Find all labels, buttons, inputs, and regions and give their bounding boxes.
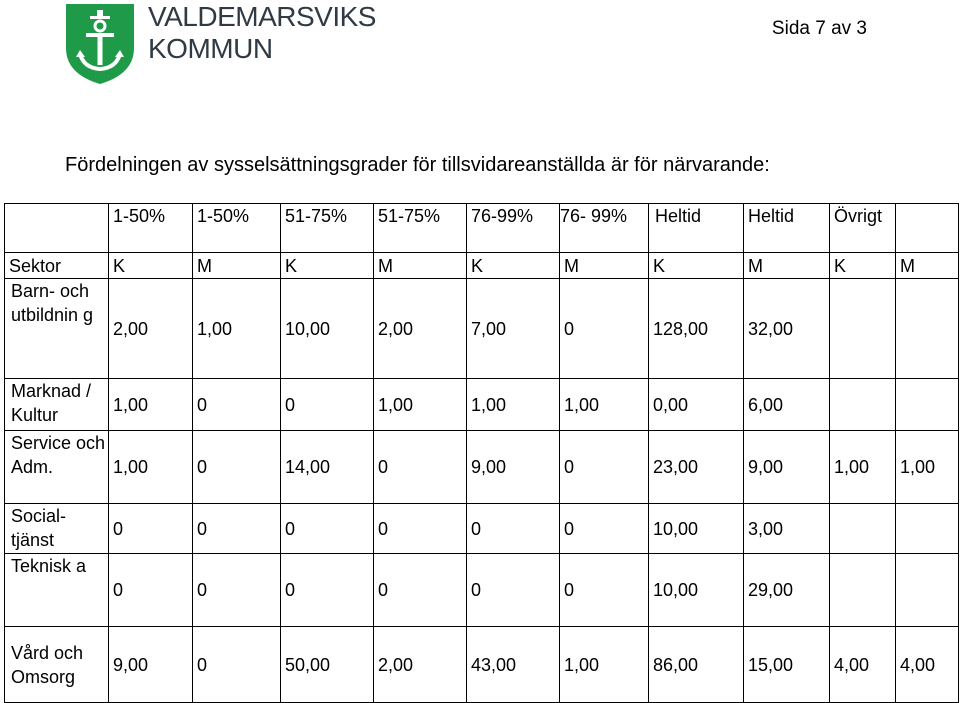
value-cell: 2,00: [374, 279, 467, 379]
value-cell: 86,00: [649, 627, 744, 703]
gender-header-cell: K: [467, 253, 560, 279]
value-cell: 0: [467, 504, 560, 554]
value-cell: 0: [560, 431, 649, 504]
value-cell: [830, 504, 896, 554]
value-cell: 0: [560, 554, 649, 627]
value-cell: 0: [109, 504, 193, 554]
table-row: [5, 627, 959, 703]
value-cell: 29,00: [744, 554, 830, 627]
value-cell: 3,00: [744, 504, 830, 554]
gender-header-cell: K: [109, 253, 193, 279]
value-cell: 32,00: [744, 279, 830, 379]
gender-header-cell: M: [374, 253, 467, 279]
value-cell: 50,00: [281, 627, 374, 703]
value-cell: 10,00: [281, 279, 374, 379]
range-header-cell: 51-75%: [374, 204, 467, 253]
value-cell: [896, 554, 959, 627]
gender-header-cell: M: [193, 253, 281, 279]
value-cell: 0: [193, 554, 281, 627]
sector-cell: Teknisk a: [5, 554, 109, 627]
table-row: [5, 504, 959, 554]
value-cell: 14,00: [281, 431, 374, 504]
value-cell: 9,00: [109, 627, 193, 703]
org-name-line2: KOMMUN: [148, 33, 273, 64]
municipality-logo: [64, 2, 384, 86]
gender-header-cell: K: [649, 253, 744, 279]
value-cell: 0: [193, 431, 281, 504]
value-cell: 0,00: [649, 379, 744, 431]
value-cell: [896, 379, 959, 431]
value-cell: 0: [193, 379, 281, 431]
value-cell: 1,00: [193, 279, 281, 379]
value-cell: 0: [281, 554, 374, 627]
value-cell: [830, 379, 896, 431]
value-cell: [830, 279, 896, 379]
table-row: [5, 379, 959, 431]
value-cell: 0: [467, 554, 560, 627]
value-cell: [830, 554, 896, 627]
org-name-line1: VALDEMARSVIKS: [148, 1, 376, 32]
range-header-cell: [5, 204, 109, 253]
range-header-cell: [896, 204, 959, 253]
range-header-cell: Heltid: [744, 204, 830, 253]
sector-cell: Marknad / Kultur: [5, 379, 109, 431]
value-cell: 1,00: [560, 379, 649, 431]
value-cell: 1,00: [109, 379, 193, 431]
value-cell: 10,00: [649, 504, 744, 554]
gender-header-cell: K: [281, 253, 374, 279]
range-header-cell: 51-75%: [281, 204, 374, 253]
value-cell: [896, 279, 959, 379]
sector-cell: Service och Adm.: [5, 431, 109, 504]
value-cell: 1,00: [374, 379, 467, 431]
gender-header-cell: M: [560, 253, 649, 279]
value-cell: 10,00: [649, 554, 744, 627]
value-cell: 0: [281, 379, 374, 431]
range-header-cell: Övrigt: [830, 204, 896, 253]
sector-cell: Vård och Omsorg: [5, 627, 109, 703]
value-cell: 128,00: [649, 279, 744, 379]
value-cell: 2,00: [109, 279, 193, 379]
range-header-cell: 1-50%: [193, 204, 281, 253]
value-cell: 15,00: [744, 627, 830, 703]
value-cell: 0: [193, 627, 281, 703]
value-cell: 43,00: [467, 627, 560, 703]
value-cell: 1,00: [109, 431, 193, 504]
gender-header-row: [5, 253, 959, 279]
value-cell: 9,00: [744, 431, 830, 504]
value-cell: 0: [281, 504, 374, 554]
page-indicator: Sida 7 av 3: [771, 18, 867, 39]
sector-cell: Social- tjänst: [5, 504, 109, 554]
value-cell: 7,00: [467, 279, 560, 379]
value-cell: 9,00: [467, 431, 560, 504]
gender-header-cell: K: [830, 253, 896, 279]
value-cell: 6,00: [744, 379, 830, 431]
section-heading: Fördelningen av sysselsättningsgrader för tillsvidareanställda är för närvarande:: [65, 154, 770, 176]
table-row: [5, 279, 959, 379]
value-cell: 0: [374, 554, 467, 627]
range-header-cell: 76- 99%: [560, 204, 649, 253]
value-cell: 0: [109, 554, 193, 627]
value-cell: 0: [374, 504, 467, 554]
value-cell: 1,00: [467, 379, 560, 431]
range-header-cell: 76-99%: [467, 204, 560, 253]
sector-cell: Barn- och utbildnin g: [5, 279, 109, 379]
range-header-cell: Heltid: [649, 204, 744, 253]
value-cell: 0: [560, 504, 649, 554]
value-cell: [896, 504, 959, 554]
gender-header-cell: Sektor: [5, 253, 109, 279]
table-row: [5, 554, 959, 627]
value-cell: 1,00: [896, 431, 959, 504]
range-header-row: [5, 204, 959, 253]
value-cell: 1,00: [830, 431, 896, 504]
gender-header-cell: M: [744, 253, 830, 279]
employment-rate-table: [4, 203, 959, 703]
gender-header-cell: M: [896, 253, 959, 279]
value-cell: 0: [374, 431, 467, 504]
value-cell: 4,00: [830, 627, 896, 703]
value-cell: 2,00: [374, 627, 467, 703]
table-row: [5, 431, 959, 504]
value-cell: 4,00: [896, 627, 959, 703]
anchor-shield-icon: [64, 2, 136, 86]
value-cell: 1,00: [560, 627, 649, 703]
value-cell: 0: [560, 279, 649, 379]
value-cell: 23,00: [649, 431, 744, 504]
range-header-cell: 1-50%: [109, 204, 193, 253]
value-cell: 0: [193, 504, 281, 554]
